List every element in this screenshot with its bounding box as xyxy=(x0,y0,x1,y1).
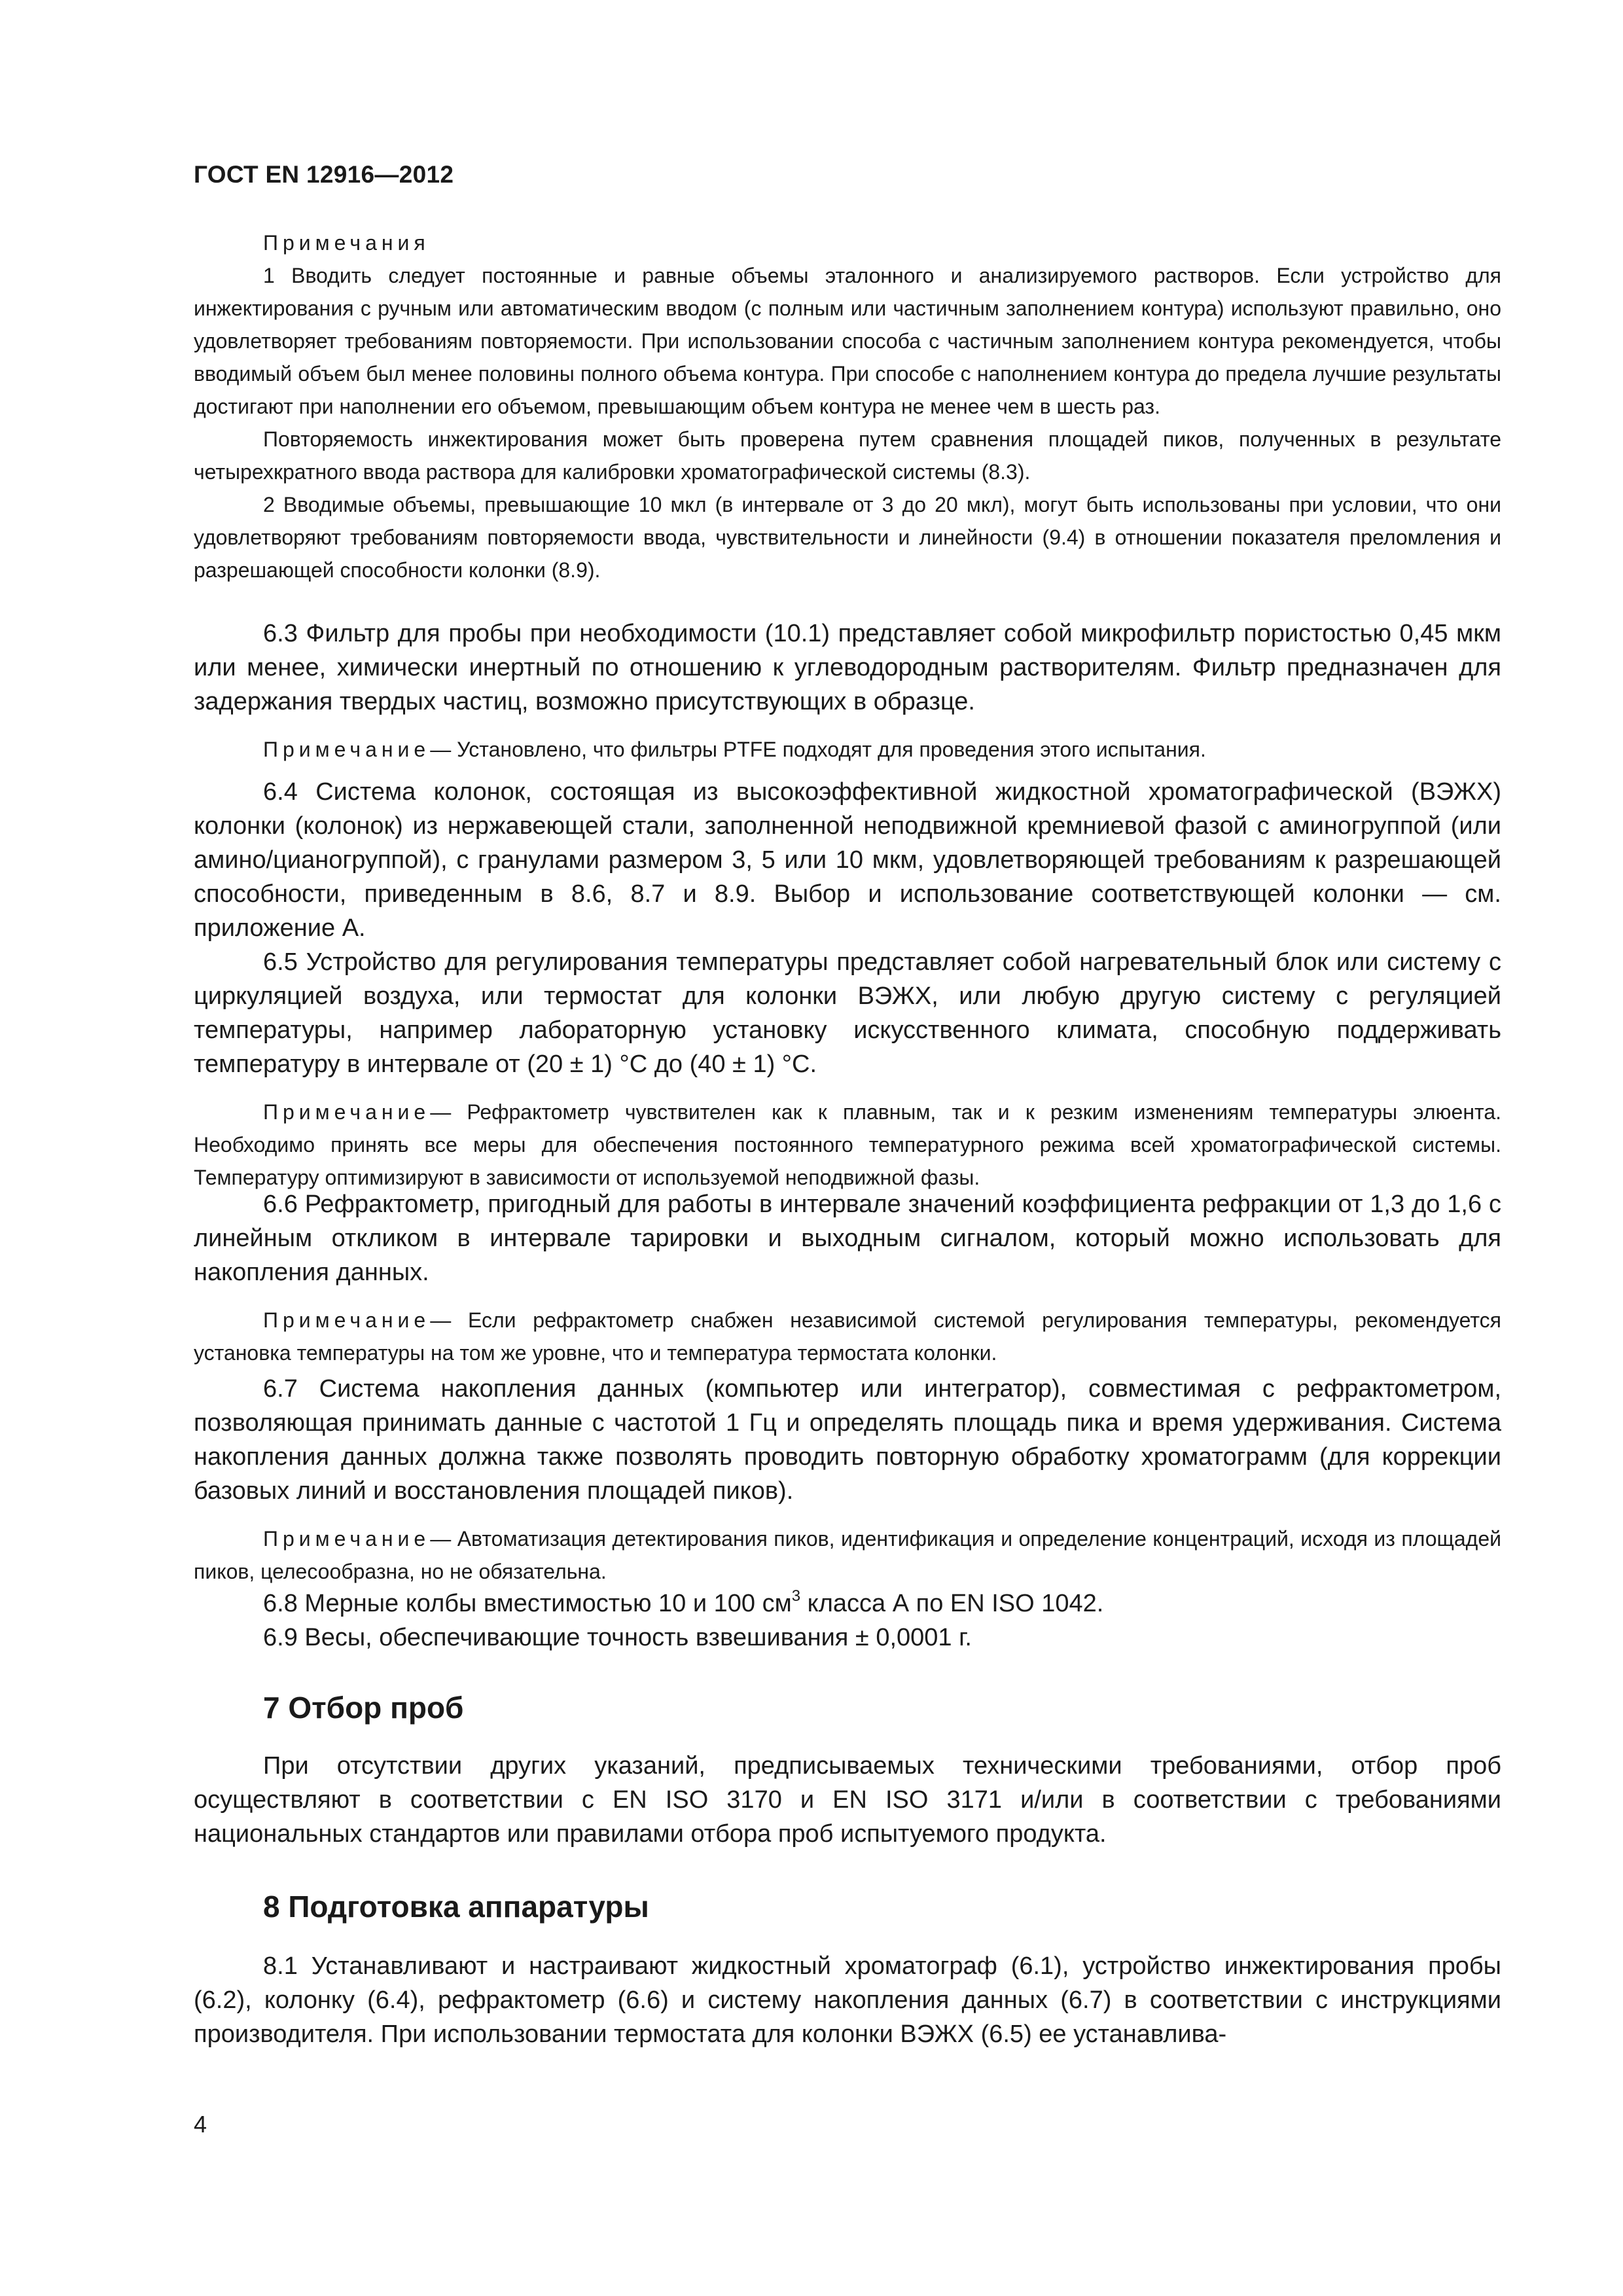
clause-8-1: 8.1 Устанавливают и настраивают жидкостный хроматограф (6.1), устройство инжектирования пробы (6.2), колонку (6.4), рефрактометр (6.6) и систему накопления данных (6.7) в соответствии с инструкциями производителя. При использовании термостата для колонки ВЭЖХ (6.5) ее устанавлива- xyxy=(194,1952,1501,2048)
notes-heading: Примечания xyxy=(263,231,430,255)
note-dash: — xyxy=(430,1308,452,1332)
note-6-3 xyxy=(194,733,1501,766)
note-1-paragraph-1: 1 Вводить следует постоянные и равные объемы эталонного и анализируемого растворов. Если устройство для инжектирования с ручным или автоматическим вводом (с полным или частичным заполнением контура) используют правильно, оно удовлетворяет требованиям повторяемости. При использовании способа с частичным заполнением контура рекомендуется, чтобы вводимый объем был менее половины полного объема контура. При способе с наполнением контура до предела лучшие результаты достигают при наполнении его объемом, превышающим объем контура не менее чем в шесть раз. xyxy=(194,264,1501,418)
superscript-3: 3 xyxy=(791,1587,801,1605)
note-label: Примечание xyxy=(263,1100,431,1124)
note-dash: — xyxy=(430,738,452,761)
note-label: Примечание xyxy=(263,1308,431,1332)
clause-6-7-block xyxy=(194,1372,1501,1588)
note-2: 2 Вводимые объемы, превышающие 10 мкл (в интервале от 3 до 20 мкл), могут быть использованы при условии, что они удовлетворяют требованиям повторяемости ввода, чувствительности и линейности (9.4) в отношении показателя преломления и разрешающей способности колонки (8.9). xyxy=(194,493,1501,582)
note-6-5 xyxy=(194,1096,1501,1194)
clause-6-9: 6.9 Весы, обеспечивающие точность взвешивания ± 0,0001 г. xyxy=(263,1624,972,1651)
clause-6-8 xyxy=(194,1587,1501,1621)
section-7 xyxy=(194,1690,1501,1851)
section-7-title: 7 Отбор проб xyxy=(263,1691,464,1725)
clause-6-3: 6.3 Фильтр для пробы при необходимости (10.1) представляет собой микрофильтр пористостью 0,45 мкм или менее, химически инертный по отношению к углеводородным растворителям. Фильтр предназначен для задержания твердых частиц, возможно присутствующих в образце. xyxy=(194,620,1501,715)
clause-6-8-6-9-block xyxy=(194,1587,1501,1655)
note-1-paragraph-2: Повторяемость инжектирования может быть проверена путем сравнения площадей пиков, полученных в результате четырехкратного ввода раствора для калибровки хроматографической системы (8.3). xyxy=(194,427,1501,484)
note-6-6-text: Если рефрактометр снабжен независимой системой регулирования температуры, рекомендуется установка температуры на том же уровне, что и температура термостата колонки. xyxy=(194,1308,1501,1365)
note-6-5-text: Рефрактометр чувствителен как к плавным, так и к резким изменениям температуры элюента. Необходимо принять все меры для обеспечения постоянного температурного режима всей хроматографической системы. Температуру оптимизируют в зависимости от используемой неподвижной фазы. xyxy=(194,1100,1502,1189)
clause-6-4: 6.4 Система колонок, состоящая из высокоэффективной жидкостной хроматографической (ВЭЖХ) колонки (колонок) из нержавеющей стали, заполненной неподвижной кремниевой фазой с аминогруппой (или амино/цианогруппой), с гранулами размером 3, 5 или 10 мкм, удовлетворяющей требованиям к разрешающей способности, приведенным в 8.6, 8.7 и 8.9. Выбор и использование соответствующей колонки — см. приложение А. xyxy=(194,778,1501,942)
note-dash: — xyxy=(430,1100,452,1124)
note-label: Примечание xyxy=(263,1527,431,1551)
clause-6-6-block xyxy=(194,1187,1501,1369)
note-dash: — xyxy=(430,1527,452,1551)
section-7-body: При отсутствии других указаний, предписываемых техническими требованиями, отбор проб осуществляют в соответствии с EN ISO 3170 и EN ISO 3171 и/или в соответствии с требованиями национальных стандартов или правилами отбора проб испытуемого продукта. xyxy=(194,1752,1501,1848)
note-6-7 xyxy=(194,1522,1501,1588)
page-number: 4 xyxy=(194,2111,207,2138)
note-6-6 xyxy=(194,1304,1501,1369)
note-6-3-text: Установлено, что фильтры PTFE подходят для проведения этого испытания. xyxy=(457,738,1206,761)
note-6-7-text: Автоматизация детектирования пиков, идентификация и определение концентраций, исходя из площадей пиков, целесообразна, но не обязательна. xyxy=(194,1527,1502,1583)
clause-6-8-text-end: класса А по EN ISO 1042. xyxy=(800,1590,1104,1617)
section-8 xyxy=(194,1889,1501,2051)
section-8-title: 8 Подготовка аппаратуры xyxy=(263,1890,649,1924)
clause-6-8-text: 6.8 Мерные колбы вместимостью 10 и 100 см xyxy=(263,1590,792,1617)
clause-6-6: 6.6 Рефрактометр, пригодный для работы в интервале значений коэффициента рефракции от 1,3 до 1,6 с линейным откликом в интервале тарировки и выходным сигналом, который можно использовать для накопления данных. xyxy=(194,1191,1501,1286)
notes-block xyxy=(194,226,1501,586)
clause-6-5: 6.5 Устройство для регулирования температуры представляет собой нагревательный блок или систему с циркуляцией воздуха, или термостат для колонки ВЭЖХ, или любую другую систему с регуляцией температуры, например лабораторную установку искусственного климата, способную поддерживать температуру в интервале от (20 ± 1) °С до (40 ± 1) °С. xyxy=(194,948,1501,1078)
document-code-header: ГОСТ EN 12916—2012 xyxy=(194,161,454,188)
note-label: Примечание xyxy=(263,738,431,761)
clause-6-4-6-5-block xyxy=(194,775,1501,1194)
clause-6-7: 6.7 Система накопления данных (компьютер или интегратор), совместимая с рефрактометром, позволяющая принимать данные с частотой 1 Гц и определять площадь пика и время удерживания. Система накопления данных должна также позволять проводить повторную обработку хроматограмм (для коррекции базовых линий и восстановления площадей пиков). xyxy=(194,1375,1501,1505)
clause-6-3-block xyxy=(194,617,1501,766)
